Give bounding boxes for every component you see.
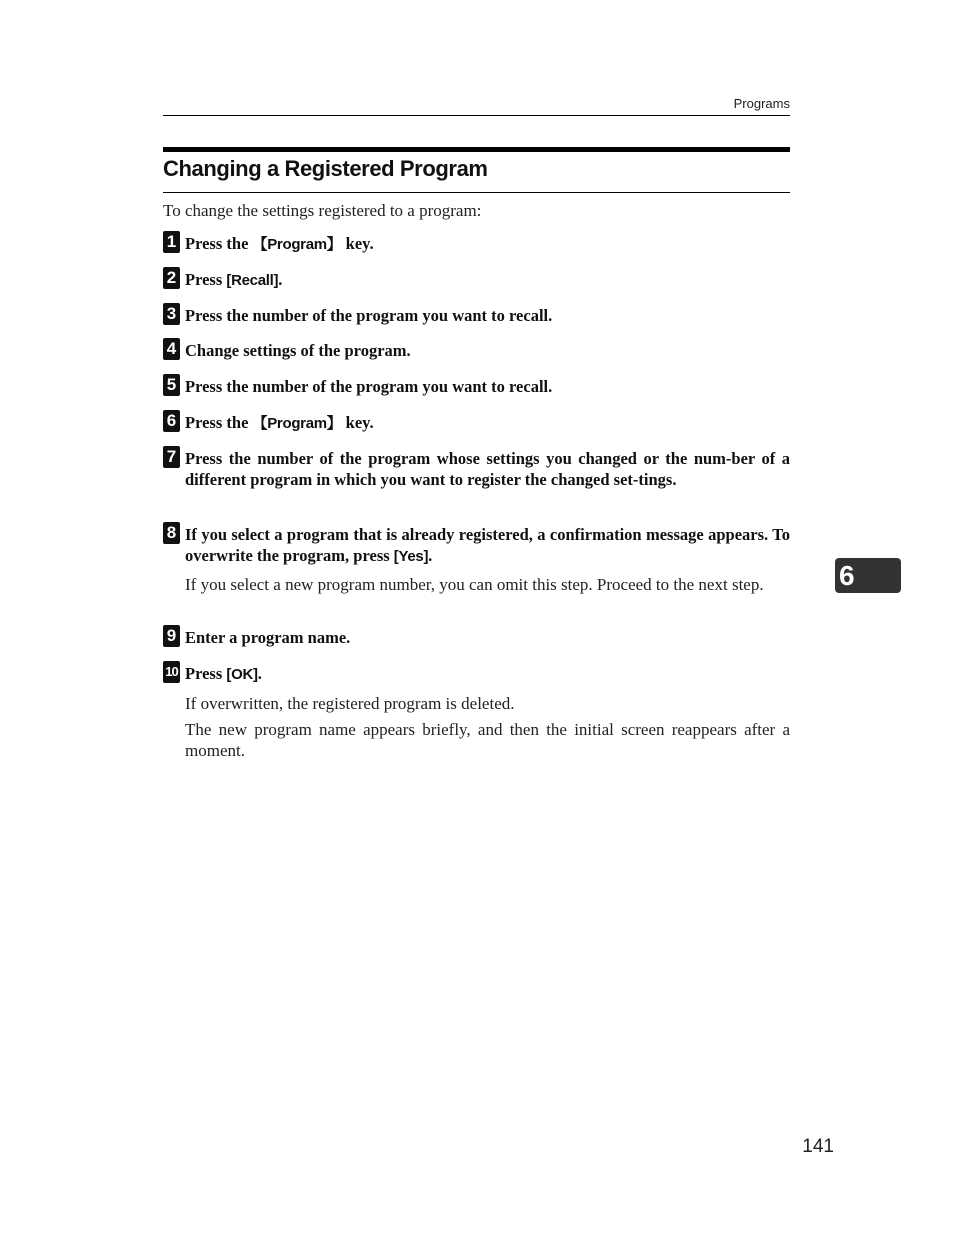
- chapter-tab: 6: [835, 558, 901, 593]
- step-number: 2: [163, 267, 180, 289]
- step-number: 1: [163, 231, 180, 253]
- step-number: 8: [163, 522, 180, 544]
- step-instruction: Press the 【Program】 key.: [185, 413, 374, 432]
- recall-key: [Recall]: [226, 272, 279, 289]
- step-10-note: If overwritten, the registered program is deleted.: [185, 694, 515, 713]
- step-instruction: Press the number of the program you want to recall.: [185, 306, 553, 325]
- step-number: 7: [163, 446, 180, 468]
- step-instruction: Press [Recall].: [185, 270, 283, 289]
- step-number: 10: [163, 661, 180, 683]
- title-bar: [163, 147, 790, 152]
- program-key: 【Program】: [252, 236, 342, 253]
- program-key: 【Program】: [252, 415, 342, 432]
- step-number: 3: [163, 303, 180, 325]
- step-instruction: Press the number of the program you want to recall.: [185, 377, 553, 396]
- step-8-note: If you select a new program number, you can omit this step. Proceed to the next step.: [185, 575, 764, 594]
- step-number: 4: [163, 338, 180, 360]
- header-rule: [163, 115, 790, 116]
- step-instruction: Press the 【Program】 key.: [185, 234, 374, 253]
- ok-key: [OK]: [226, 666, 258, 683]
- step-10-note: The new program name appears briefly, and then the initial screen reappears after a moment.: [185, 720, 790, 760]
- step-instruction: Enter a program name.: [185, 628, 351, 647]
- running-header: Programs: [733, 96, 790, 111]
- yes-key: [Yes]: [393, 547, 429, 565]
- intro-text: To change the settings registered to a program:: [163, 201, 482, 220]
- step-instruction: If you select a program that is already registered, a confirmation message appears. To overwrite the program, press [Yes].: [185, 525, 790, 565]
- step-number: 5: [163, 374, 180, 396]
- step-instruction: Press [OK].: [185, 664, 262, 683]
- step-number: 6: [163, 410, 180, 432]
- page-title: Changing a Registered Program: [163, 156, 488, 181]
- step-instruction: Press the number of the program whose settings you changed or the num-ber of a different program in which you want to register the changed set-tings.: [185, 449, 790, 489]
- page-number: 141: [802, 1136, 834, 1157]
- title-rule: [163, 192, 790, 193]
- step-instruction: Change settings of the program.: [185, 341, 411, 360]
- step-number: 9: [163, 625, 180, 647]
